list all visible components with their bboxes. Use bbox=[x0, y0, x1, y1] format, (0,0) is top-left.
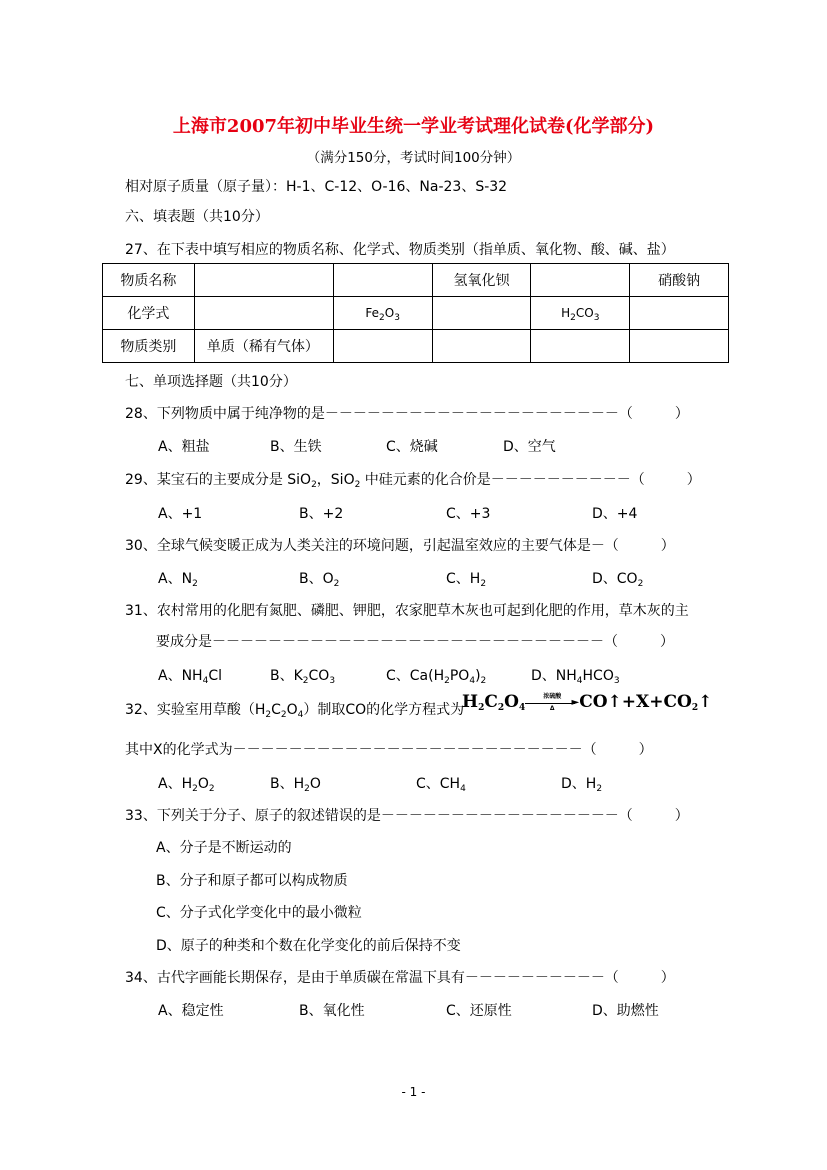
q30-option-d[interactable]: D、$CO_2$ bbox=[592, 571, 644, 589]
question-28: 28、下列物质中属于纯净物的是－－－－－－－－－－－－－－－－－－－－－（ ） bbox=[125, 406, 689, 422]
table-cell: 氢氧化钡 bbox=[432, 264, 531, 297]
table-cell[interactable] bbox=[194, 264, 333, 297]
question-32-sub: 其中X的化学式为－－－－－－－－－－－－－－－－－－－－－－－－－（ ） bbox=[125, 742, 653, 758]
table-cell[interactable] bbox=[333, 330, 432, 363]
q31-option-b[interactable]: B、$K_2CO_3$ bbox=[270, 668, 336, 686]
question-31-cont: 要成分是－－－－－－－－－－－－－－－－－－－－－－－－－－－－（ ） bbox=[156, 634, 674, 650]
question-27: 27、在下表中填写相应的物质名称、化学式、物质类别（指单质、氧化物、酸、碱、盐） bbox=[125, 242, 675, 258]
q28-option-c[interactable]: C、烧碱 bbox=[386, 439, 438, 455]
q32-option-c[interactable]: C、$CH_4$ bbox=[416, 776, 466, 794]
question-29: 29、某宝石的主要成分是 SiO$_2$，SiO$_2$ 中硅元素的化合价是－－－－－－－－－－（ ） bbox=[125, 472, 701, 490]
table-cell[interactable] bbox=[531, 330, 630, 363]
table-cell: $Fe_2O_3$ bbox=[333, 297, 432, 330]
q31-option-a[interactable]: A、$NH_4Cl$ bbox=[158, 668, 222, 686]
page-subtitle: （满分150分，考试时间100分钟） bbox=[306, 150, 521, 166]
q32-option-b[interactable]: B、$H_2O$ bbox=[270, 776, 321, 794]
q34-option-a[interactable]: A、稳定性 bbox=[158, 1003, 224, 1019]
page-title: 上海市2007年初中毕业生统一学业考试理化试卷(化学部分) bbox=[172, 116, 655, 137]
q31-option-c[interactable]: C、$Ca(H_2PO_4)_2$ bbox=[386, 668, 487, 686]
q29-option-b[interactable]: B、+2 bbox=[299, 506, 344, 522]
q28-option-d[interactable]: D、空气 bbox=[503, 439, 556, 455]
q33-option-b[interactable]: B、分子和原子都可以构成物质 bbox=[156, 873, 348, 889]
q31-option-d[interactable]: D、$NH_4HCO_3$ bbox=[531, 668, 620, 686]
table-cell: 单质（稀有气体） bbox=[194, 330, 333, 363]
q34-option-d[interactable]: D、助燃性 bbox=[592, 1003, 659, 1019]
table-row bbox=[103, 264, 729, 297]
table-cell: 物质类别 bbox=[103, 330, 195, 363]
table-cell[interactable] bbox=[630, 330, 729, 363]
table-cell[interactable] bbox=[432, 330, 531, 363]
q34-option-b[interactable]: B、氧化性 bbox=[299, 1003, 365, 1019]
table-cell: 化学式 bbox=[103, 297, 195, 330]
substance-table bbox=[102, 263, 729, 363]
q28-option-a[interactable]: A、粗盐 bbox=[158, 439, 210, 455]
q29-option-d[interactable]: D、+4 bbox=[592, 506, 638, 522]
question-33: 33、下列关于分子、原子的叙述错误的是－－－－－－－－－－－－－－－－－（ ） bbox=[125, 808, 689, 824]
q30-option-a[interactable]: A、$N_2$ bbox=[158, 571, 198, 589]
q30-option-c[interactable]: C、$H_2$ bbox=[446, 571, 487, 589]
q33-option-d[interactable]: D、原子的种类和个数在化学变化的前后保持不变 bbox=[156, 938, 461, 954]
q28-option-b[interactable]: B、生铁 bbox=[270, 439, 322, 455]
table-cell[interactable] bbox=[432, 297, 531, 330]
chemical-equation: $H_2C_2O_4$ 浓硫酸 ► Δ $CO↑+X+CO_2↑$ bbox=[462, 692, 713, 713]
table-cell[interactable] bbox=[531, 264, 630, 297]
table-row bbox=[103, 297, 729, 330]
q29-option-c[interactable]: C、+3 bbox=[446, 506, 491, 522]
question-34: 34、古代字画能长期保存，是由于单质碳在常温下具有－－－－－－－－－－（ ） bbox=[125, 970, 675, 986]
q32-option-a[interactable]: A、$H_2O_2$ bbox=[158, 776, 215, 794]
table-cell: 物质名称 bbox=[103, 264, 195, 297]
atomic-mass-line: 相对原子质量（原子量）：H-1、C-12、O-16、Na-23、S-32 bbox=[125, 179, 508, 195]
q33-option-c[interactable]: C、分子式化学变化中的最小微粒 bbox=[156, 905, 362, 921]
section-6-heading: 六、填表题（共10分） bbox=[125, 209, 269, 225]
page-number: - 1 - bbox=[401, 1085, 426, 1099]
table-cell[interactable] bbox=[333, 264, 432, 297]
section-7-heading: 七、单项选择题（共10分） bbox=[125, 374, 297, 390]
table-cell[interactable] bbox=[630, 297, 729, 330]
q34-option-c[interactable]: C、还原性 bbox=[446, 1003, 512, 1019]
table-cell: $H_2CO_3$ bbox=[531, 297, 630, 330]
reaction-arrow-icon: 浓硫酸 ► Δ bbox=[525, 693, 579, 713]
q29-option-a[interactable]: A、+1 bbox=[158, 506, 203, 522]
table-cell[interactable] bbox=[194, 297, 333, 330]
question-32: 32、实验室用草酸$(H_2C_2O_4)$制取CO的化学方程式为 bbox=[125, 702, 465, 720]
q32-option-d[interactable]: D、$H_2$ bbox=[561, 776, 603, 794]
table-cell: 硝酸钠 bbox=[630, 264, 729, 297]
q30-option-b[interactable]: B、$O_2$ bbox=[299, 571, 340, 589]
question-30: 30、全球气候变暖正成为人类关注的环境问题，引起温室效应的主要气体是－（ ） bbox=[125, 538, 675, 554]
q33-option-a[interactable]: A、分子是不断运动的 bbox=[156, 840, 292, 856]
table-row bbox=[103, 330, 729, 363]
question-31: 31、农村常用的化肥有氮肥、磷肥、钾肥，农家肥草木灰也可起到化肥的作用，草木灰的主 bbox=[125, 603, 689, 619]
